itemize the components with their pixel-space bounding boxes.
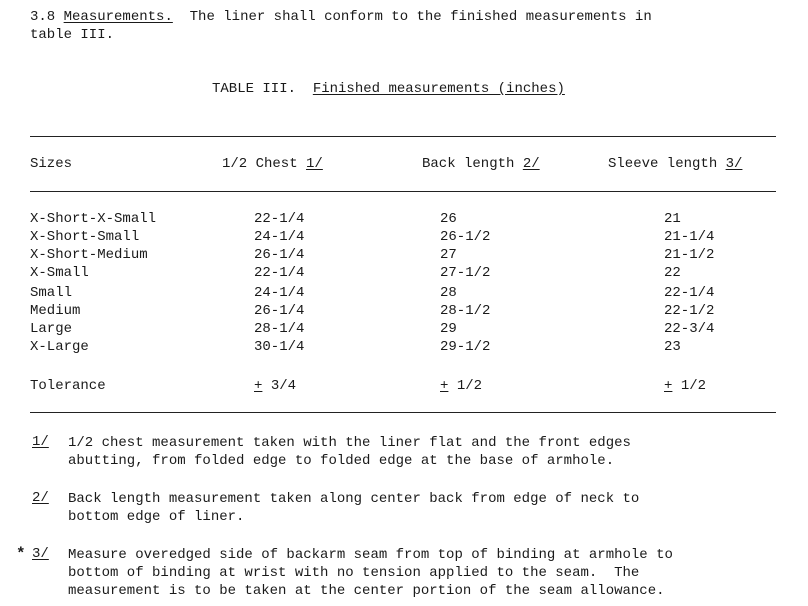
table-caption-prefix: TABLE III. <box>212 81 297 97</box>
header-chest-note: 1/ <box>306 156 323 172</box>
cell-size: Medium <box>30 303 81 319</box>
table-row <box>0 229 808 247</box>
table-caption-title: Finished measurements (inches) <box>312 81 565 97</box>
cell-sleeve: 22-3/4 <box>664 321 715 337</box>
section-heading: Measurements. <box>63 9 173 25</box>
table-row <box>0 285 808 303</box>
footnote-marker: 1/ <box>32 434 49 450</box>
section-text-line-1: The liner shall conform to the finished measurements in <box>189 9 652 25</box>
table-row <box>0 321 808 339</box>
table-top-rule <box>30 136 776 137</box>
table-caption <box>212 80 565 98</box>
cell-sleeve: 21-1/4 <box>664 229 715 245</box>
footnote-line: bottom of binding at wrist with no tension applied to the seam. The <box>68 565 640 581</box>
cell-sleeve: 23 <box>664 339 681 355</box>
footnote-line: measurement is to be taken at the center portion of the seam allowance. <box>68 583 665 599</box>
tolerance-back-value: 1/2 <box>456 378 483 394</box>
section-text-line-2: table III. <box>30 27 115 43</box>
tolerance-label: Tolerance <box>30 378 106 394</box>
cell-back: 29-1/2 <box>440 339 491 355</box>
tolerance-chest <box>254 378 296 394</box>
cell-chest: 22-1/4 <box>254 211 305 227</box>
footnote-line: 1/2 chest measurement taken with the liner flat and the front edges <box>68 435 631 451</box>
cell-chest: 28-1/4 <box>254 321 305 337</box>
cell-chest: 26-1/4 <box>254 303 305 319</box>
tolerance-sleeve <box>664 378 706 394</box>
header-back-label: Back length <box>422 156 515 172</box>
table-row <box>0 339 808 357</box>
table-row <box>0 265 808 283</box>
cell-sleeve: 22-1/4 <box>664 285 715 301</box>
tolerance-chest-value: 3/4 <box>270 378 297 394</box>
cell-chest: 22-1/4 <box>254 265 305 281</box>
cell-sleeve: 21 <box>664 211 681 227</box>
tolerance-row <box>0 378 808 398</box>
cell-back: 26-1/2 <box>440 229 491 245</box>
header-sleeve-note: 3/ <box>725 156 743 172</box>
cell-back: 26 <box>440 211 457 227</box>
footnote-line: Measure overedged side of backarm seam from top of binding at armhole to <box>68 547 673 563</box>
cell-chest: 26-1/4 <box>254 247 305 263</box>
header-back <box>422 156 540 172</box>
cell-back: 29 <box>440 321 457 337</box>
tolerance-sleeve-value: 1/2 <box>680 378 707 394</box>
table-row <box>0 211 808 229</box>
plus-minus-sign: + <box>440 378 449 394</box>
footnote-line: bottom edge of liner. <box>68 509 245 525</box>
section-line-1 <box>30 8 652 26</box>
cell-back: 27 <box>440 247 457 263</box>
cell-size: X-Short-X-Small <box>30 211 157 227</box>
cell-chest: 30-1/4 <box>254 339 305 355</box>
header-sleeve-label: Sleeve length <box>608 156 718 172</box>
cell-back: 28-1/2 <box>440 303 491 319</box>
cell-chest: 24-1/4 <box>254 285 305 301</box>
table-row <box>0 303 808 321</box>
cell-size: X-Large <box>30 339 89 355</box>
header-sizes: Sizes <box>30 156 73 172</box>
footnote-marker: 2/ <box>32 490 49 506</box>
tolerance-back <box>440 378 482 394</box>
table-bottom-rule <box>30 412 776 413</box>
cell-size: Large <box>30 321 73 337</box>
header-back-note: 2/ <box>522 156 540 172</box>
cell-size: X-Small <box>30 265 89 281</box>
plus-minus-sign: + <box>664 378 673 394</box>
table-header-rule <box>30 191 776 192</box>
cell-sleeve: 22-1/2 <box>664 303 715 319</box>
header-sleeve <box>608 156 742 172</box>
cell-size: X-Short-Small <box>30 229 140 245</box>
revision-asterisk: * <box>16 545 26 563</box>
header-chest <box>222 156 323 172</box>
cell-sleeve: 22 <box>664 265 681 281</box>
cell-chest: 24-1/4 <box>254 229 305 245</box>
footnote-line: abutting, from folded edge to folded edge at the base of armhole. <box>68 453 615 469</box>
header-chest-label: 1/2 Chest <box>222 156 298 172</box>
table-header-row <box>0 156 808 176</box>
cell-size: Small <box>30 285 73 301</box>
section-number: 3.8 <box>30 9 56 25</box>
cell-sleeve: 21-1/2 <box>664 247 715 263</box>
table-row <box>0 247 808 265</box>
cell-back: 28 <box>440 285 457 301</box>
cell-back: 27-1/2 <box>440 265 491 281</box>
plus-minus-sign: + <box>254 378 263 394</box>
footnote-marker: 3/ <box>32 546 49 562</box>
cell-size: X-Short-Medium <box>30 247 148 263</box>
footnote-line: Back length measurement taken along center back from edge of neck to <box>68 491 640 507</box>
